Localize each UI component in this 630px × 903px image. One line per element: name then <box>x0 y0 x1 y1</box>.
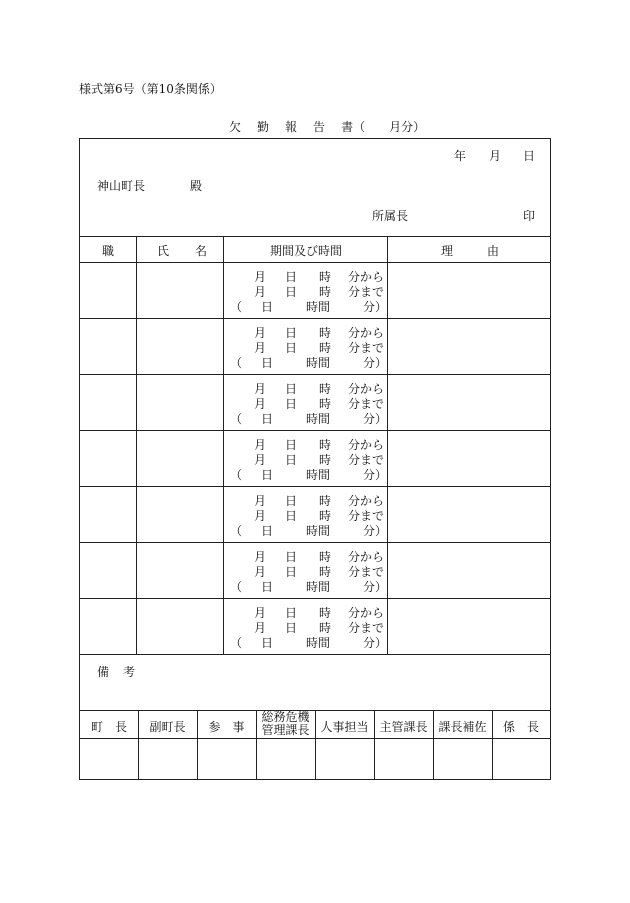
time-cell-part: 分から <box>348 550 385 564</box>
time-cell-part: 月 <box>254 606 267 620</box>
time-cell-part: 日 <box>285 621 298 635</box>
time-cell-part: 分から <box>348 326 385 340</box>
dept-head-label: 所属長 <box>372 209 409 223</box>
approval-personnel: 人事担当 <box>320 720 369 734</box>
time-cell-part: 分まで <box>348 565 385 579</box>
approval-group-head: 係 長 <box>502 720 539 734</box>
time-cell-part: 分から <box>348 270 385 284</box>
title-char: 欠 <box>229 120 242 134</box>
time-cell-part: 時間 <box>306 300 331 314</box>
title-char: 勤 <box>257 120 270 134</box>
rule <box>80 486 550 487</box>
time-cell-part: 日 <box>261 300 274 314</box>
time-cell-part: 時 <box>319 509 332 523</box>
approval-mayor: 町 長 <box>90 720 127 734</box>
time-cell-part: （ <box>230 636 243 650</box>
rule <box>80 236 550 237</box>
time-cell-part: 時 <box>319 397 332 411</box>
col-reason-1: 理 <box>441 244 454 258</box>
time-cell-part: 日 <box>285 453 298 467</box>
time-cell-part: 日 <box>285 382 298 396</box>
remarks-label-1: 備 <box>97 665 110 679</box>
approval-line: 総務危機 <box>261 710 310 724</box>
time-cell-part: 時 <box>319 621 332 635</box>
time-cell-part: 月 <box>254 509 267 523</box>
approval-deputy-mayor: 副町長 <box>149 720 186 734</box>
time-cell-part: 分まで <box>348 397 385 411</box>
time-cell-part: 月 <box>254 494 267 508</box>
addressee: 神山町長 <box>97 179 146 193</box>
time-cell-part: 月 <box>254 382 267 396</box>
time-cell-part: 時 <box>319 494 332 508</box>
time-cell-part: （ <box>230 524 243 538</box>
rule <box>80 374 550 375</box>
time-cell-part: 分から <box>348 382 385 396</box>
time-cell-part: 日 <box>285 341 298 355</box>
time-cell-part: （ <box>230 356 243 370</box>
time-cell-part: 日 <box>261 636 274 650</box>
time-cell-part: 日 <box>285 606 298 620</box>
col-period: 期間及び時間 <box>270 244 343 258</box>
time-cell-part: 月 <box>254 270 267 284</box>
rule <box>80 430 550 431</box>
time-cell-part: （ <box>230 468 243 482</box>
date-month: 月 <box>489 149 502 163</box>
time-cell-part: 時 <box>319 606 332 620</box>
date-day: 日 <box>523 149 536 163</box>
title-char: 告 <box>313 120 326 134</box>
time-cell-part: （ <box>230 412 243 426</box>
form-number: 様式第6号（第10条関係） <box>79 82 222 96</box>
rule <box>223 236 224 654</box>
report-form <box>79 138 551 780</box>
approval-line: 管理課長 <box>261 723 310 737</box>
time-cell-part: 分まで <box>348 285 385 299</box>
time-cell-part: 日 <box>285 494 298 508</box>
time-cell-part: 分から <box>348 606 385 620</box>
time-cell-part: 時 <box>319 550 332 564</box>
time-cell-part: 月 <box>254 453 267 467</box>
time-cell-part: 月 <box>254 621 267 635</box>
time-cell-part: 分） <box>363 524 388 538</box>
title-char: 報 <box>285 120 298 134</box>
time-cell-part: 月 <box>254 326 267 340</box>
time-cell-part: 日 <box>285 397 298 411</box>
time-cell-part: 月 <box>254 285 267 299</box>
time-cell-part: 分から <box>348 494 385 508</box>
time-cell-part: 分） <box>363 412 388 426</box>
approval-assistant-chief: 課長補佐 <box>438 720 487 734</box>
seal-mark: 印 <box>523 209 536 223</box>
col-name-1: 氏 <box>157 244 170 258</box>
time-cell-part: 時間 <box>306 468 331 482</box>
approval-counselor: 参 事 <box>208 720 245 734</box>
approval-section-chief: 主管課長 <box>379 720 428 734</box>
time-cell-part: 時間 <box>306 636 331 650</box>
time-cell-part: 時 <box>319 565 332 579</box>
approval-general-affairs <box>256 711 315 737</box>
time-cell-part: 日 <box>261 356 274 370</box>
time-cell-part: 日 <box>285 509 298 523</box>
date-year: 年 <box>454 149 467 163</box>
honorific: 殿 <box>190 179 203 193</box>
time-cell-part: 月 <box>254 550 267 564</box>
time-cell-part: 月 <box>254 565 267 579</box>
time-cell-part: 日 <box>285 565 298 579</box>
time-cell-part: 分） <box>363 300 388 314</box>
time-cell-part: （ <box>230 300 243 314</box>
time-cell-part: 分まで <box>348 621 385 635</box>
time-cell-part: 月 <box>254 341 267 355</box>
time-cell-part: 時 <box>319 382 332 396</box>
time-cell-part: 月 <box>254 438 267 452</box>
rule <box>80 598 550 599</box>
time-cell-part: 時 <box>319 285 332 299</box>
time-cell-part: 時 <box>319 438 332 452</box>
time-cell-part: 日 <box>285 270 298 284</box>
rule <box>387 236 388 654</box>
time-cell-part: 分） <box>363 636 388 650</box>
time-cell-part: 日 <box>285 550 298 564</box>
col-post: 職 <box>102 244 115 258</box>
rule <box>136 236 137 654</box>
time-cell-part: 日 <box>261 580 274 594</box>
time-cell-part: 時間 <box>306 412 331 426</box>
time-cell-part: 日 <box>261 468 274 482</box>
time-cell-part: 時 <box>319 326 332 340</box>
time-cell-part: （ <box>230 580 243 594</box>
col-name-2: 名 <box>195 244 208 258</box>
time-cell-part: 日 <box>261 412 274 426</box>
time-cell-part: 時 <box>319 453 332 467</box>
time-cell-part: 日 <box>261 524 274 538</box>
time-cell-part: 分まで <box>348 453 385 467</box>
time-cell-part: 時 <box>319 270 332 284</box>
time-cell-part: 分） <box>363 356 388 370</box>
time-cell-part: 時間 <box>306 580 331 594</box>
col-reason-2: 由 <box>487 244 500 258</box>
rule <box>80 654 550 655</box>
time-cell-part: 分から <box>348 438 385 452</box>
time-cell-part: 日 <box>285 438 298 452</box>
rule <box>80 318 550 319</box>
document-title <box>229 118 425 135</box>
title-char: 書 <box>341 120 354 134</box>
time-cell-part: 分まで <box>348 509 385 523</box>
time-cell-part: 時間 <box>306 524 331 538</box>
time-cell-part: 時間 <box>306 356 331 370</box>
time-cell-part: 月 <box>254 397 267 411</box>
time-cell-part: 日 <box>285 326 298 340</box>
title-paren: （ 月分） <box>353 120 426 134</box>
rule <box>80 262 550 263</box>
time-cell-part: 時 <box>319 341 332 355</box>
time-cell-part: 分） <box>363 468 388 482</box>
remarks-label-2: 考 <box>123 665 136 679</box>
time-cell-part: 日 <box>285 285 298 299</box>
time-cell-part: 分まで <box>348 341 385 355</box>
time-cell-part: 分） <box>363 580 388 594</box>
rule <box>80 542 550 543</box>
